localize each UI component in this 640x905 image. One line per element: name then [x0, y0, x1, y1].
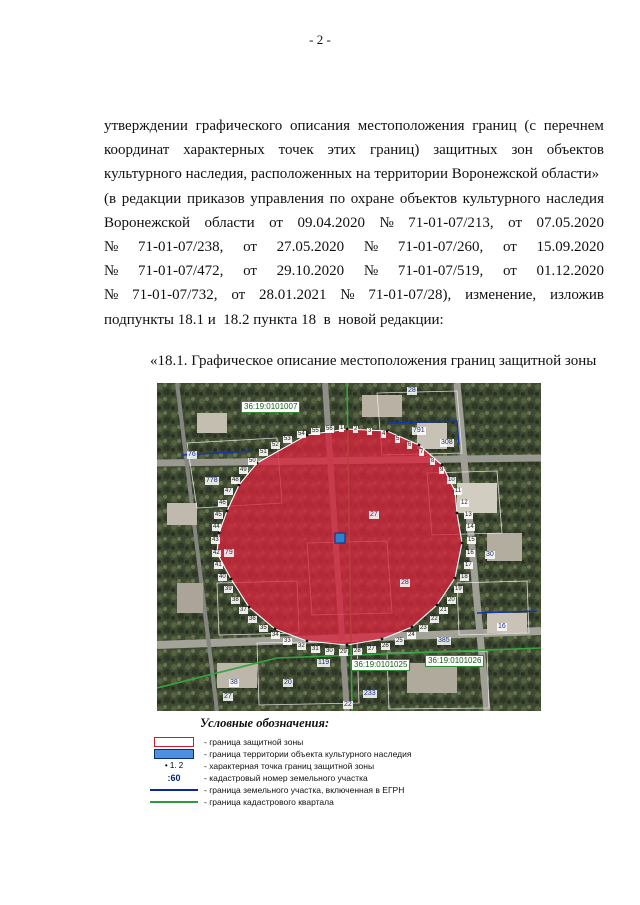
text-line — [104, 235, 604, 259]
parcel-number: 28 — [401, 579, 409, 586]
characteristic-point-symbol: • 1. 2 — [164, 761, 184, 770]
characteristic-point-label: 11 — [455, 488, 462, 494]
characteristic-point-label: 24 — [408, 632, 415, 638]
characteristic-point-label: 30 — [326, 648, 333, 654]
quarter-label: 36:19:0101007 — [241, 401, 300, 413]
characteristic-point-label: 4 — [382, 431, 386, 437]
parcel-number: 308 — [441, 439, 453, 446]
text-word: 28.01.2021 — [258, 287, 327, 304]
parcel-number: 27 — [224, 693, 232, 700]
text-word: от — [502, 239, 517, 256]
parcel-number: 119 — [318, 659, 330, 666]
characteristic-point-label: 53 — [284, 436, 291, 442]
characteristic-point-label: 5 — [396, 436, 400, 442]
legend-title: Условные обозначения: — [200, 716, 330, 730]
text-word: 71-01-07/472, — [138, 263, 224, 280]
text-word: от — [508, 214, 523, 231]
map-caption: «18.1. Графическое описание местоположения границ защитной зоны — [150, 353, 597, 369]
parcel-number: 28 — [408, 387, 416, 394]
characteristic-point-label: 31 — [312, 646, 319, 652]
text-word: изменение, — [465, 287, 537, 304]
characteristic-point-label: 39 — [225, 586, 232, 592]
text-word: охране — [350, 190, 395, 207]
text-word: 27.05.2020 — [276, 239, 345, 256]
legend-item-zone-boundary: - граница защитной зоны — [150, 736, 303, 747]
object-territory-symbol — [154, 749, 194, 759]
text-line — [104, 187, 604, 211]
text-word: редакции — [121, 190, 182, 207]
text-word: от — [243, 263, 257, 280]
characteristic-point-label: 32 — [298, 643, 305, 649]
text-word: 15.09.2020 — [536, 239, 604, 256]
text-line — [104, 211, 604, 235]
legend-item-cadastral-quarter: - граница кадастрового квартала — [150, 796, 334, 807]
characteristic-point-label: 27 — [368, 646, 375, 652]
characteristic-point-label: 2 — [354, 426, 358, 432]
characteristic-point-label: 26 — [382, 643, 389, 649]
text-word: характерных — [183, 142, 265, 159]
text-word: № — [379, 214, 394, 231]
legend-item-cadastral-number: :60 - кадастровый номер земельного участка — [167, 772, 368, 783]
characteristic-point-label: 36 — [249, 616, 256, 622]
parcel-number: 16 — [498, 623, 506, 630]
characteristic-point-label: 10 — [448, 477, 455, 483]
text-word: приказов — [186, 190, 245, 207]
characteristic-point-label: 52 — [272, 442, 279, 448]
text-word: перечнем — [543, 118, 604, 134]
characteristic-point-label: 1 — [340, 425, 344, 431]
quarter-label: 36:19:0101026 — [425, 655, 484, 667]
body-text — [104, 114, 604, 332]
characteristic-point-label: 12 — [461, 500, 468, 506]
parcel-number: 791 — [413, 427, 425, 434]
characteristic-point-label: 43 — [212, 537, 219, 543]
text-word: № — [363, 239, 379, 256]
characteristic-point-label: 19 — [455, 586, 462, 592]
registered-parcel-line-symbol — [150, 789, 198, 791]
text-word: от — [502, 263, 517, 280]
text-line — [104, 138, 604, 162]
text-word: 09.04.2020 — [297, 214, 365, 231]
characteristic-point-label: 55 — [312, 428, 319, 434]
characteristic-point-label: 50 — [249, 458, 256, 464]
text-word: № — [104, 263, 119, 280]
characteristic-point-label: 48 — [232, 477, 239, 483]
text-word: защитных — [433, 142, 498, 159]
characteristic-point-label: 23 — [420, 625, 427, 631]
parcel-number: 38 — [230, 679, 238, 686]
characteristic-point-label: 44 — [213, 524, 220, 530]
characteristic-point-label: 51 — [260, 449, 267, 455]
characteristic-point-label: 7 — [420, 449, 424, 455]
text-word: этих — [327, 142, 357, 159]
text-word: от — [231, 287, 246, 304]
parcel-number: 778 — [206, 477, 218, 484]
text-word: 71-01-07/213, — [408, 214, 494, 231]
text-word: утверждении — [104, 118, 188, 134]
characteristic-point-label: 40 — [219, 574, 226, 580]
text-word: графического — [195, 118, 283, 134]
text-line — [104, 114, 604, 138]
text-word: границ — [472, 118, 517, 134]
parcel-number: 76 — [188, 451, 196, 458]
text-word: 71-01-07/519, — [397, 263, 484, 280]
cadastral-quarter-line-symbol — [150, 801, 198, 803]
text-word: изложив — [549, 287, 604, 304]
characteristic-point-label: 21 — [440, 607, 447, 613]
text-word: № — [340, 287, 355, 304]
protection-zone-map — [157, 383, 541, 711]
zone-boundary-symbol — [154, 737, 194, 747]
text-word: № — [363, 263, 379, 280]
characteristic-point-label: 54 — [298, 431, 305, 437]
text-word: по — [329, 190, 346, 207]
text-word: координат — [104, 142, 170, 159]
text-word: подпункты 18.1 и 18.2 пункта 18 в новой редакции: — [104, 311, 444, 328]
characteristic-point-label: 35 — [260, 625, 267, 631]
text-word: культурного — [462, 190, 541, 207]
characteristic-point-label: 25 — [396, 638, 403, 644]
text-word: 01.12.2020 — [536, 263, 604, 280]
parcel-number: 233 — [364, 690, 376, 697]
text-word: 71-01-07/260, — [397, 239, 484, 256]
text-word: 29.10.2020 — [276, 263, 345, 280]
characteristic-point-label: 8 — [431, 458, 435, 464]
text-word: 71-01-07/238, — [138, 239, 224, 256]
legend-item-characteristic-point: • 1. 2 - характерная точка границ защитной зоны — [164, 760, 375, 771]
text-word: объектов — [546, 142, 604, 159]
text-line — [104, 308, 604, 332]
parcel-number: 22 — [344, 701, 352, 708]
text-word: 71-01-07/28), — [368, 287, 452, 304]
characteristic-point-label: 15 — [468, 537, 475, 543]
characteristic-point-label: 47 — [225, 488, 232, 494]
characteristic-point-label: 16 — [467, 550, 474, 556]
text-word: местоположения — [357, 118, 465, 134]
text-word: № — [104, 239, 119, 256]
text-word: зон — [511, 142, 533, 159]
text-word: 71-01-07/732, — [132, 287, 218, 304]
legend-item-object-territory: - граница территории объекта культурного наследия — [150, 748, 411, 759]
characteristic-point-label: 18 — [461, 574, 468, 580]
text-word: управления — [250, 190, 324, 207]
characteristic-point-label: 9 — [440, 467, 444, 473]
characteristic-point-label: 14 — [467, 524, 474, 530]
text-word: (в — [104, 190, 117, 207]
text-word: культурного наследия, расположенных на территории Воронежской области» — [104, 166, 600, 183]
parcel-number: 79 — [225, 549, 233, 556]
page-number: - 2 - — [309, 32, 331, 47]
text-line — [104, 162, 604, 186]
text-word: (с — [524, 118, 536, 134]
characteristic-point-label: 45 — [215, 512, 222, 518]
characteristic-point-label: 17 — [465, 562, 472, 568]
characteristic-point-label: 22 — [431, 616, 438, 622]
text-word: от — [269, 214, 283, 231]
text-word: границ) — [369, 142, 420, 159]
text-word: описания — [290, 118, 351, 134]
parcel-number: 30 — [486, 551, 494, 558]
text-word: 07.05.2020 — [536, 214, 604, 231]
characteristic-point-label: 29 — [340, 649, 347, 655]
characteristic-point-label: 42 — [213, 550, 220, 556]
text-line — [104, 259, 604, 283]
legend-item-registered-parcel: - граница земельного участка, включенная в ЕГРН — [150, 784, 404, 795]
characteristic-point-label: 20 — [448, 597, 455, 603]
text-word: Воронежской — [104, 214, 190, 231]
characteristic-point-label: 28 — [354, 648, 361, 654]
text-line — [104, 283, 604, 307]
characteristic-point-label: 6 — [408, 442, 412, 448]
characteristic-point-label: 13 — [465, 512, 472, 518]
characteristic-point-label: 37 — [240, 607, 247, 613]
text-word: объектов — [399, 190, 458, 207]
text-word: области — [204, 214, 255, 231]
characteristic-point-label: 56 — [326, 426, 333, 432]
text-word: № — [104, 287, 119, 304]
text-word: от — [243, 239, 257, 256]
quarter-label: 36:19:0101025 — [351, 659, 410, 671]
characteristic-point-label: 46 — [219, 500, 226, 506]
characteristic-point-label: 38 — [232, 597, 239, 603]
characteristic-point-label: 34 — [272, 632, 279, 638]
parcel-number: 385 — [438, 637, 450, 644]
text-word: наследия — [546, 190, 604, 207]
characteristic-point-label: 49 — [240, 467, 247, 473]
parcel-number: 20 — [284, 679, 292, 686]
cadastral-number-symbol: :60 — [167, 772, 181, 783]
characteristic-point-label: 3 — [368, 428, 372, 434]
parcel-number: 27 — [370, 511, 378, 518]
text-word: точек — [278, 142, 314, 159]
characteristic-point-label: 33 — [284, 638, 291, 644]
characteristic-point-label: 41 — [215, 562, 222, 568]
